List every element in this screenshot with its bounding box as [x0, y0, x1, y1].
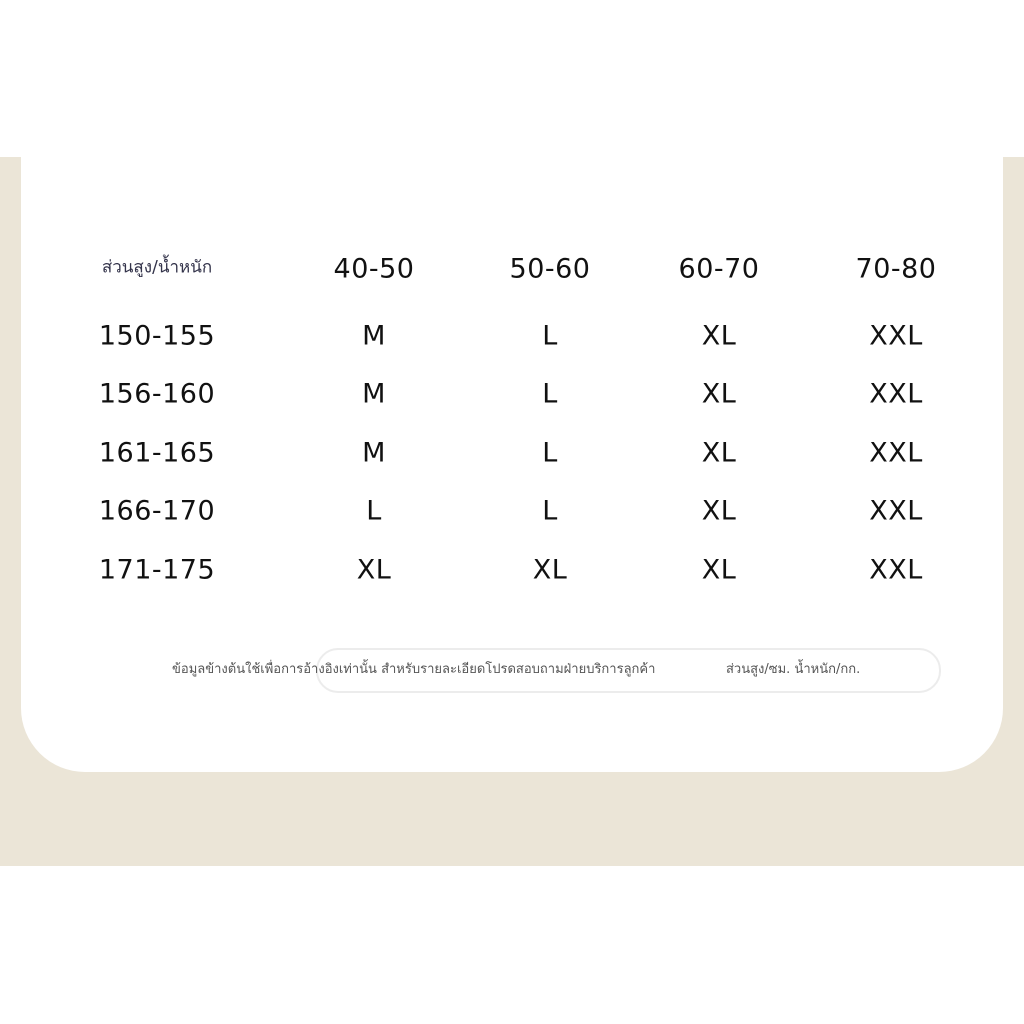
size-cell: L [542, 437, 558, 469]
size-cell: XXL [869, 437, 923, 469]
weight-header-3: 60-70 [678, 253, 760, 285]
size-cell: XXL [869, 554, 923, 586]
size-cell: XL [356, 554, 392, 586]
size-cell: L [542, 495, 558, 527]
size-cell: XL [701, 554, 737, 586]
weight-header-1: 40-50 [333, 253, 415, 285]
size-cell: L [366, 495, 382, 527]
size-cell: XXL [869, 495, 923, 527]
size-cell: L [542, 378, 558, 410]
size-cell: XXL [869, 320, 923, 352]
height-range-cell: 171-175 [98, 554, 216, 586]
size-cell: XXL [869, 378, 923, 410]
size-cell: XL [701, 437, 737, 469]
units-label: ส่วนสูง/ซม. น้ำหนัก/กก. [726, 662, 861, 677]
size-cell: XL [532, 554, 568, 586]
size-cell: XL [701, 495, 737, 527]
size-cell: M [362, 378, 386, 410]
height-range-cell: 161-165 [98, 437, 216, 469]
size-cell: L [542, 320, 558, 352]
height-range-cell: 166-170 [98, 495, 216, 527]
size-cell: XL [701, 320, 737, 352]
size-cell: M [362, 320, 386, 352]
disclaimer-text: ข้อมูลข้างต้นใช้เพื่อการอ้างอิงเท่านั้น สำหรับรายละเอียดโปรดสอบถามฝ่ายบริการลูกค้า [172, 662, 656, 677]
height-range-cell: 150-155 [98, 320, 216, 352]
size-cell: M [362, 437, 386, 469]
height-range-cell: 156-160 [98, 378, 216, 410]
size-cell: XL [701, 378, 737, 410]
height-weight-header: ส่วนสูง/น้ำหนัก [101, 257, 213, 278]
weight-header-2: 50-60 [509, 253, 591, 285]
weight-header-4: 70-80 [855, 253, 937, 285]
